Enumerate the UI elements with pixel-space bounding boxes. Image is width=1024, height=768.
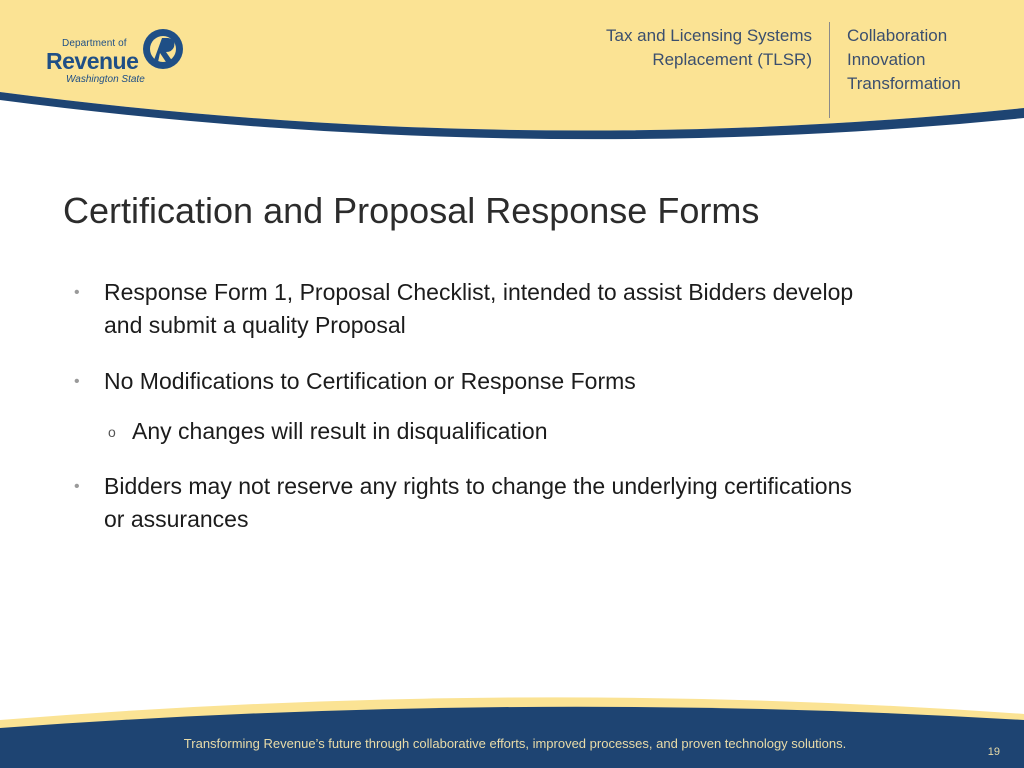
logo-dept-text: Department of xyxy=(62,38,127,49)
slide-title: Certification and Proposal Response Forms xyxy=(63,190,760,231)
dor-logo xyxy=(46,24,196,84)
pillar-transformation: Transformation xyxy=(847,74,961,93)
footer-tagline: Transforming Revenue’s future through collaborative efforts, improved processes, and proven technology solutions. xyxy=(183,736,847,751)
logo-revenue-text: Revenue xyxy=(46,48,139,74)
sub-bullet-circle-icon: o xyxy=(108,424,116,440)
program-pillars xyxy=(847,24,961,96)
bullet-dot-icon: • xyxy=(74,478,80,495)
page-number: 19 xyxy=(987,746,1000,758)
slide-body xyxy=(70,276,870,559)
bullet-text: No Modifications to Certification or Response Forms xyxy=(104,368,636,394)
sub-bullet-text: Any changes will result in disqualification xyxy=(132,418,548,444)
header-divider xyxy=(829,22,830,118)
pillar-collaboration: Collaboration xyxy=(847,26,948,45)
bullet-dot-icon: • xyxy=(74,284,80,301)
logo-state-text: Washington State xyxy=(66,74,145,85)
bullet-text: Response Form 1, Proposal Checklist, intended to assist Bidders develop and submit a quality Proposal xyxy=(104,279,854,338)
footer-banner xyxy=(0,690,1024,768)
bullet-dot-icon: • xyxy=(74,373,80,390)
bullet-text: Bidders may not reserve any rights to change the underlying certifications or assurances xyxy=(104,473,852,532)
logo-emblem-icon xyxy=(140,26,186,72)
bullet-item xyxy=(70,470,870,536)
program-name xyxy=(606,24,812,72)
program-line-1: Tax and Licensing Systems xyxy=(606,26,812,45)
pillar-innovation: Innovation xyxy=(847,50,926,69)
program-line-2: Replacement (TLSR) xyxy=(652,50,812,69)
sub-bullet-item xyxy=(70,415,870,448)
bullet-item xyxy=(70,365,870,398)
bullet-item xyxy=(70,276,870,342)
